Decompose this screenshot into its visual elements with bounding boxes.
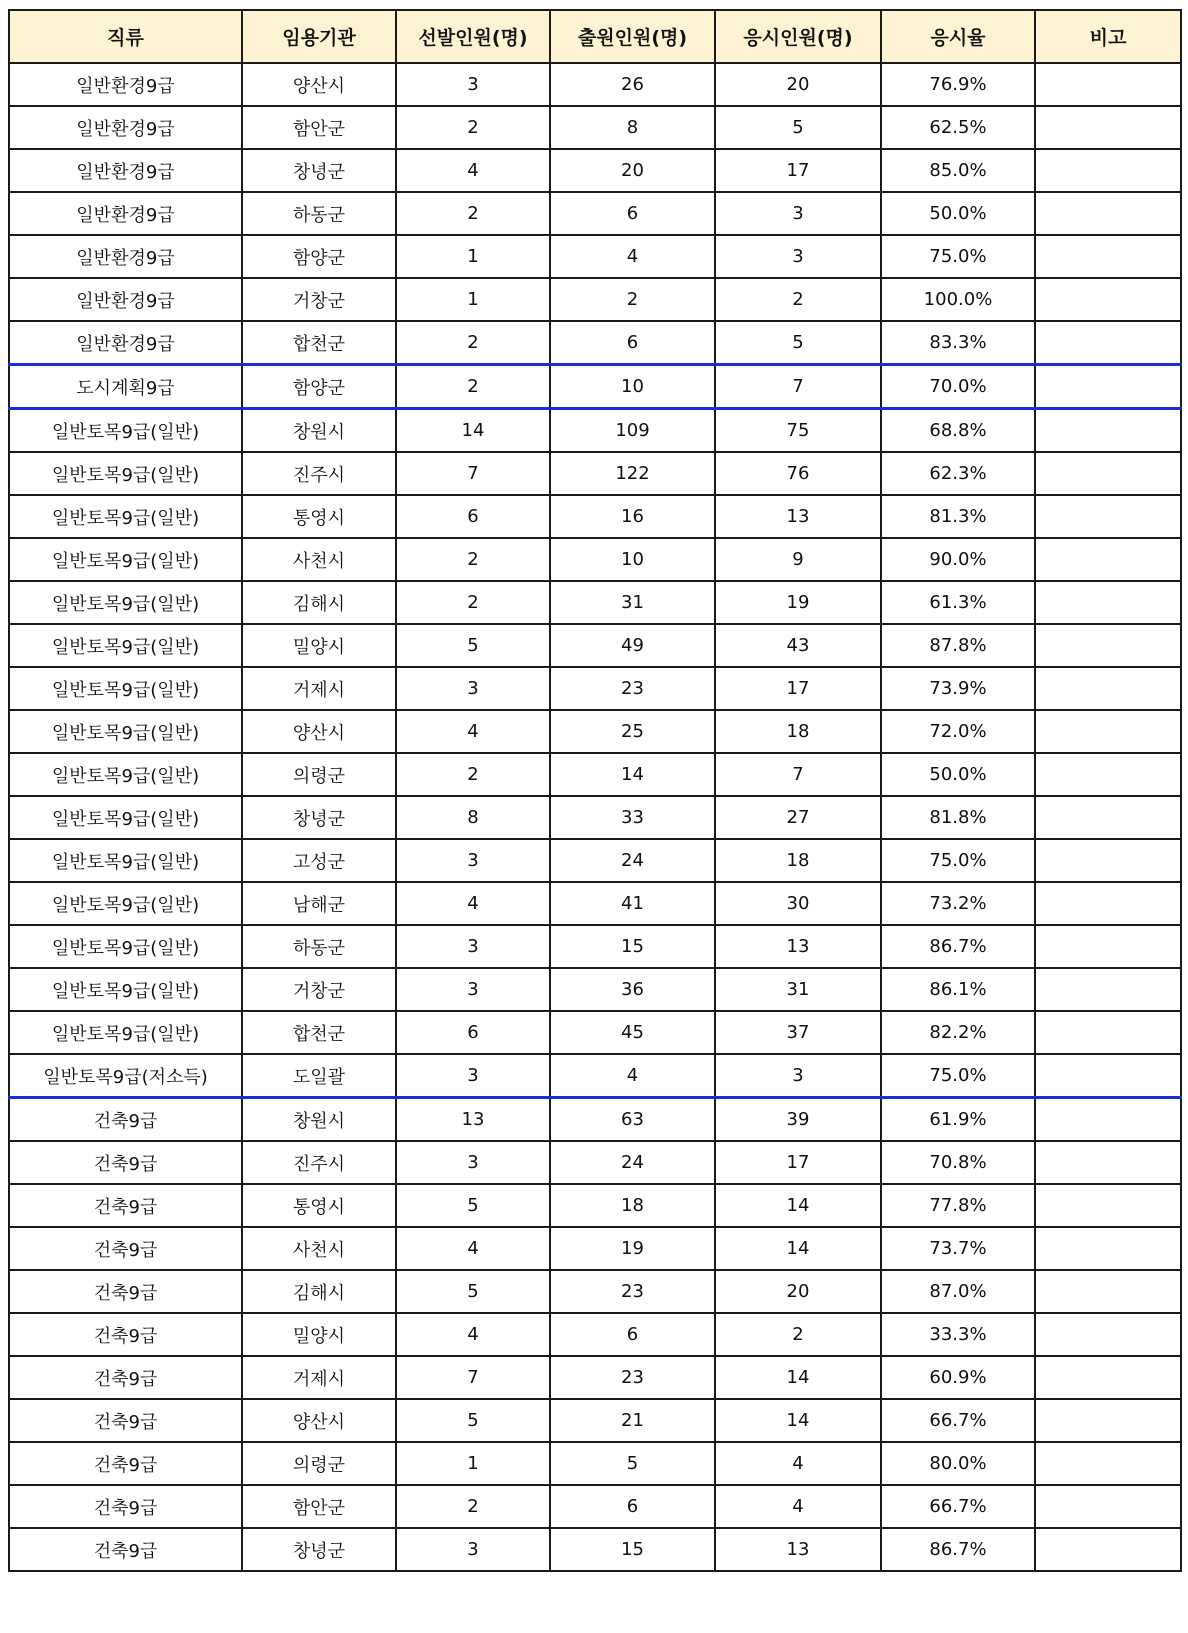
table-row (9, 624, 1181, 667)
cell-tested-count: 19 (715, 581, 881, 624)
cell-note (1035, 235, 1181, 278)
cell-applied-count: 21 (550, 1399, 715, 1442)
cell-job-type: 건축9급 (9, 1227, 242, 1270)
table-row (9, 1399, 1181, 1442)
cell-test-rate: 70.0% (881, 365, 1035, 409)
cell-selected-count: 1 (396, 1442, 550, 1485)
cell-test-rate: 61.9% (881, 1098, 1035, 1142)
cell-job-type: 일반토목9급(일반) (9, 925, 242, 968)
cell-job-type: 일반환경9급 (9, 63, 242, 106)
cell-agency: 사천시 (242, 538, 396, 581)
table-row (9, 882, 1181, 925)
cell-selected-count: 2 (396, 1485, 550, 1528)
table-row (9, 1270, 1181, 1313)
cell-note (1035, 106, 1181, 149)
cell-agency: 거제시 (242, 667, 396, 710)
cell-job-type: 일반환경9급 (9, 278, 242, 321)
cell-tested-count: 5 (715, 106, 881, 149)
cell-test-rate: 87.8% (881, 624, 1035, 667)
header-note: 비고 (1035, 10, 1181, 63)
cell-test-rate: 85.0% (881, 149, 1035, 192)
header-tested-count: 응시인원(명) (715, 10, 881, 63)
table-row (9, 278, 1181, 321)
cell-applied-count: 18 (550, 1184, 715, 1227)
cell-test-rate: 86.1% (881, 968, 1035, 1011)
cell-note (1035, 710, 1181, 753)
cell-job-type: 일반토목9급(일반) (9, 581, 242, 624)
cell-agency: 의령군 (242, 1442, 396, 1485)
cell-note (1035, 1054, 1181, 1098)
cell-note (1035, 925, 1181, 968)
cell-selected-count: 1 (396, 235, 550, 278)
cell-tested-count: 17 (715, 667, 881, 710)
cell-job-type: 일반토목9급(일반) (9, 624, 242, 667)
table-row (9, 1442, 1181, 1485)
cell-test-rate: 68.8% (881, 409, 1035, 453)
cell-tested-count: 18 (715, 839, 881, 882)
cell-selected-count: 4 (396, 1313, 550, 1356)
cell-selected-count: 5 (396, 1399, 550, 1442)
cell-agency: 사천시 (242, 1227, 396, 1270)
cell-applied-count: 14 (550, 753, 715, 796)
cell-test-rate: 82.2% (881, 1011, 1035, 1054)
cell-agency: 김해시 (242, 581, 396, 624)
cell-agency: 진주시 (242, 452, 396, 495)
cell-applied-count: 23 (550, 667, 715, 710)
cell-applied-count: 23 (550, 1270, 715, 1313)
cell-applied-count: 25 (550, 710, 715, 753)
cell-applied-count: 6 (550, 192, 715, 235)
table-row (9, 538, 1181, 581)
cell-agency: 남해군 (242, 882, 396, 925)
cell-agency: 창녕군 (242, 149, 396, 192)
cell-test-rate: 75.0% (881, 1054, 1035, 1098)
cell-note (1035, 1098, 1181, 1142)
cell-tested-count: 3 (715, 1054, 881, 1098)
cell-agency: 거창군 (242, 968, 396, 1011)
cell-job-type: 일반환경9급 (9, 235, 242, 278)
cell-test-rate: 66.7% (881, 1399, 1035, 1442)
cell-tested-count: 39 (715, 1098, 881, 1142)
cell-selected-count: 14 (396, 409, 550, 453)
cell-selected-count: 3 (396, 63, 550, 106)
cell-agency: 하동군 (242, 925, 396, 968)
cell-selected-count: 7 (396, 1356, 550, 1399)
cell-test-rate: 62.5% (881, 106, 1035, 149)
cell-note (1035, 1270, 1181, 1313)
cell-note (1035, 753, 1181, 796)
cell-tested-count: 4 (715, 1485, 881, 1528)
table-row (9, 710, 1181, 753)
cell-applied-count: 36 (550, 968, 715, 1011)
cell-note (1035, 882, 1181, 925)
cell-applied-count: 24 (550, 839, 715, 882)
table-row (9, 1054, 1181, 1098)
cell-note (1035, 365, 1181, 409)
table-row (9, 1011, 1181, 1054)
cell-agency: 진주시 (242, 1141, 396, 1184)
cell-job-type: 일반토목9급(일반) (9, 452, 242, 495)
cell-selected-count: 4 (396, 1227, 550, 1270)
table-row (9, 1227, 1181, 1270)
cell-selected-count: 13 (396, 1098, 550, 1142)
cell-tested-count: 13 (715, 495, 881, 538)
cell-job-type: 일반토목9급(일반) (9, 796, 242, 839)
cell-selected-count: 5 (396, 624, 550, 667)
cell-note (1035, 1399, 1181, 1442)
cell-test-rate: 87.0% (881, 1270, 1035, 1313)
cell-test-rate: 86.7% (881, 925, 1035, 968)
table-row (9, 1485, 1181, 1528)
cell-tested-count: 17 (715, 149, 881, 192)
cell-agency: 창원시 (242, 1098, 396, 1142)
cell-selected-count: 3 (396, 925, 550, 968)
cell-job-type: 일반환경9급 (9, 321, 242, 365)
cell-applied-count: 33 (550, 796, 715, 839)
cell-selected-count: 8 (396, 796, 550, 839)
table-row (9, 365, 1181, 409)
cell-test-rate: 100.0% (881, 278, 1035, 321)
cell-selected-count: 5 (396, 1270, 550, 1313)
cell-note (1035, 192, 1181, 235)
cell-tested-count: 13 (715, 1528, 881, 1571)
table-row (9, 753, 1181, 796)
cell-agency: 거제시 (242, 1356, 396, 1399)
cell-job-type: 일반환경9급 (9, 106, 242, 149)
cell-job-type: 일반토목9급(일반) (9, 710, 242, 753)
table-row (9, 1313, 1181, 1356)
cell-note (1035, 968, 1181, 1011)
recruitment-sheet (8, 9, 1182, 1572)
cell-test-rate: 61.3% (881, 581, 1035, 624)
cell-tested-count: 14 (715, 1227, 881, 1270)
cell-agency: 함양군 (242, 365, 396, 409)
cell-selected-count: 3 (396, 1141, 550, 1184)
cell-note (1035, 1485, 1181, 1528)
cell-agency: 창녕군 (242, 796, 396, 839)
cell-applied-count: 31 (550, 581, 715, 624)
cell-tested-count: 37 (715, 1011, 881, 1054)
cell-applied-count: 6 (550, 1485, 715, 1528)
cell-applied-count: 23 (550, 1356, 715, 1399)
table-row (9, 667, 1181, 710)
cell-tested-count: 5 (715, 321, 881, 365)
cell-agency: 양산시 (242, 63, 396, 106)
cell-note (1035, 321, 1181, 365)
table-row (9, 321, 1181, 365)
cell-agency: 도일괄 (242, 1054, 396, 1098)
table-row (9, 1528, 1181, 1571)
cell-note (1035, 409, 1181, 453)
cell-tested-count: 30 (715, 882, 881, 925)
cell-agency: 함양군 (242, 235, 396, 278)
cell-tested-count: 31 (715, 968, 881, 1011)
cell-test-rate: 50.0% (881, 753, 1035, 796)
header-job-type: 직류 (9, 10, 242, 63)
cell-note (1035, 1528, 1181, 1571)
cell-selected-count: 2 (396, 753, 550, 796)
cell-agency: 하동군 (242, 192, 396, 235)
cell-job-type: 건축9급 (9, 1442, 242, 1485)
cell-tested-count: 9 (715, 538, 881, 581)
cell-job-type: 건축9급 (9, 1528, 242, 1571)
cell-tested-count: 14 (715, 1399, 881, 1442)
cell-job-type: 일반환경9급 (9, 149, 242, 192)
cell-applied-count: 6 (550, 321, 715, 365)
cell-tested-count: 75 (715, 409, 881, 453)
cell-note (1035, 796, 1181, 839)
cell-applied-count: 10 (550, 538, 715, 581)
cell-agency: 밀양시 (242, 1313, 396, 1356)
cell-applied-count: 6 (550, 1313, 715, 1356)
cell-note (1035, 538, 1181, 581)
cell-tested-count: 20 (715, 1270, 881, 1313)
cell-tested-count: 17 (715, 1141, 881, 1184)
cell-job-type: 도시계획9급 (9, 365, 242, 409)
table-row (9, 1184, 1181, 1227)
cell-job-type: 건축9급 (9, 1313, 242, 1356)
cell-test-rate: 81.3% (881, 495, 1035, 538)
cell-applied-count: 20 (550, 149, 715, 192)
header-applied-count: 출원인원(명) (550, 10, 715, 63)
cell-test-rate: 72.0% (881, 710, 1035, 753)
cell-job-type: 일반토목9급(일반) (9, 538, 242, 581)
cell-job-type: 건축9급 (9, 1356, 242, 1399)
cell-job-type: 일반토목9급(저소득) (9, 1054, 242, 1098)
cell-selected-count: 2 (396, 538, 550, 581)
cell-agency: 함안군 (242, 106, 396, 149)
table-row (9, 495, 1181, 538)
cell-test-rate: 80.0% (881, 1442, 1035, 1485)
cell-tested-count: 13 (715, 925, 881, 968)
cell-test-rate: 60.9% (881, 1356, 1035, 1399)
cell-applied-count: 41 (550, 882, 715, 925)
cell-note (1035, 149, 1181, 192)
table-row (9, 925, 1181, 968)
cell-note (1035, 839, 1181, 882)
table-row (9, 192, 1181, 235)
cell-test-rate: 62.3% (881, 452, 1035, 495)
cell-agency: 합천군 (242, 321, 396, 365)
cell-note (1035, 1313, 1181, 1356)
cell-note (1035, 581, 1181, 624)
table-body (9, 63, 1181, 1571)
cell-note (1035, 1184, 1181, 1227)
cell-tested-count: 76 (715, 452, 881, 495)
cell-tested-count: 3 (715, 192, 881, 235)
cell-selected-count: 4 (396, 149, 550, 192)
applicant-statistics-table (8, 9, 1182, 1572)
cell-agency: 통영시 (242, 1184, 396, 1227)
cell-selected-count: 1 (396, 278, 550, 321)
header-row (9, 10, 1181, 63)
cell-note (1035, 1356, 1181, 1399)
cell-applied-count: 4 (550, 1054, 715, 1098)
cell-selected-count: 6 (396, 1011, 550, 1054)
cell-applied-count: 8 (550, 106, 715, 149)
cell-note (1035, 278, 1181, 321)
cell-applied-count: 19 (550, 1227, 715, 1270)
cell-agency: 의령군 (242, 753, 396, 796)
cell-note (1035, 624, 1181, 667)
cell-job-type: 일반토목9급(일반) (9, 882, 242, 925)
cell-test-rate: 81.8% (881, 796, 1035, 839)
cell-note (1035, 1227, 1181, 1270)
cell-selected-count: 3 (396, 968, 550, 1011)
cell-selected-count: 6 (396, 495, 550, 538)
cell-note (1035, 1141, 1181, 1184)
cell-tested-count: 2 (715, 278, 881, 321)
cell-note (1035, 1011, 1181, 1054)
cell-test-rate: 75.0% (881, 235, 1035, 278)
cell-tested-count: 27 (715, 796, 881, 839)
cell-selected-count: 3 (396, 667, 550, 710)
table-row (9, 581, 1181, 624)
cell-agency: 통영시 (242, 495, 396, 538)
cell-selected-count: 2 (396, 581, 550, 624)
cell-job-type: 일반환경9급 (9, 192, 242, 235)
cell-test-rate: 83.3% (881, 321, 1035, 365)
cell-tested-count: 2 (715, 1313, 881, 1356)
cell-applied-count: 49 (550, 624, 715, 667)
cell-applied-count: 5 (550, 1442, 715, 1485)
cell-job-type: 건축9급 (9, 1399, 242, 1442)
cell-applied-count: 15 (550, 925, 715, 968)
cell-test-rate: 73.2% (881, 882, 1035, 925)
cell-applied-count: 15 (550, 1528, 715, 1571)
cell-agency: 양산시 (242, 710, 396, 753)
cell-test-rate: 76.9% (881, 63, 1035, 106)
cell-selected-count: 3 (396, 1054, 550, 1098)
cell-note (1035, 452, 1181, 495)
cell-tested-count: 7 (715, 365, 881, 409)
cell-selected-count: 5 (396, 1184, 550, 1227)
table-row (9, 106, 1181, 149)
table-row (9, 1098, 1181, 1142)
cell-agency: 밀양시 (242, 624, 396, 667)
cell-test-rate: 50.0% (881, 192, 1035, 235)
cell-tested-count: 18 (715, 710, 881, 753)
cell-test-rate: 86.7% (881, 1528, 1035, 1571)
cell-applied-count: 122 (550, 452, 715, 495)
cell-test-rate: 90.0% (881, 538, 1035, 581)
cell-tested-count: 20 (715, 63, 881, 106)
table-row (9, 409, 1181, 453)
cell-job-type: 일반토목9급(일반) (9, 667, 242, 710)
cell-agency: 거창군 (242, 278, 396, 321)
cell-applied-count: 24 (550, 1141, 715, 1184)
cell-test-rate: 73.9% (881, 667, 1035, 710)
table-row (9, 839, 1181, 882)
cell-test-rate: 70.8% (881, 1141, 1035, 1184)
cell-agency: 창원시 (242, 409, 396, 453)
cell-test-rate: 33.3% (881, 1313, 1035, 1356)
table-row (9, 452, 1181, 495)
cell-selected-count: 2 (396, 106, 550, 149)
cell-selected-count: 3 (396, 839, 550, 882)
cell-job-type: 건축9급 (9, 1270, 242, 1313)
cell-job-type: 일반토목9급(일반) (9, 409, 242, 453)
cell-job-type: 건축9급 (9, 1141, 242, 1184)
cell-agency: 고성군 (242, 839, 396, 882)
cell-job-type: 일반토목9급(일반) (9, 753, 242, 796)
cell-applied-count: 45 (550, 1011, 715, 1054)
cell-job-type: 일반토목9급(일반) (9, 1011, 242, 1054)
cell-applied-count: 16 (550, 495, 715, 538)
table-row (9, 968, 1181, 1011)
cell-job-type: 건축9급 (9, 1098, 242, 1142)
cell-selected-count: 4 (396, 710, 550, 753)
cell-tested-count: 14 (715, 1356, 881, 1399)
cell-tested-count: 3 (715, 235, 881, 278)
cell-applied-count: 26 (550, 63, 715, 106)
table-row (9, 149, 1181, 192)
table-row (9, 235, 1181, 278)
cell-job-type: 일반토목9급(일반) (9, 839, 242, 882)
cell-agency: 창녕군 (242, 1528, 396, 1571)
table-row (9, 796, 1181, 839)
cell-job-type: 일반토목9급(일반) (9, 968, 242, 1011)
header-agency: 임용기관 (242, 10, 396, 63)
cell-job-type: 건축9급 (9, 1485, 242, 1528)
cell-applied-count: 63 (550, 1098, 715, 1142)
cell-selected-count: 3 (396, 1528, 550, 1571)
cell-applied-count: 4 (550, 235, 715, 278)
cell-job-type: 건축9급 (9, 1184, 242, 1227)
cell-selected-count: 7 (396, 452, 550, 495)
cell-test-rate: 75.0% (881, 839, 1035, 882)
cell-test-rate: 66.7% (881, 1485, 1035, 1528)
cell-job-type: 일반토목9급(일반) (9, 495, 242, 538)
cell-selected-count: 2 (396, 192, 550, 235)
table-row (9, 63, 1181, 106)
table-row (9, 1356, 1181, 1399)
cell-selected-count: 2 (396, 321, 550, 365)
cell-selected-count: 2 (396, 365, 550, 409)
cell-note (1035, 495, 1181, 538)
cell-applied-count: 109 (550, 409, 715, 453)
cell-agency: 함안군 (242, 1485, 396, 1528)
cell-applied-count: 2 (550, 278, 715, 321)
cell-test-rate: 73.7% (881, 1227, 1035, 1270)
table-header (9, 10, 1181, 63)
cell-agency: 합천군 (242, 1011, 396, 1054)
cell-tested-count: 4 (715, 1442, 881, 1485)
cell-tested-count: 14 (715, 1184, 881, 1227)
header-test-rate: 응시율 (881, 10, 1035, 63)
cell-note (1035, 1442, 1181, 1485)
cell-tested-count: 43 (715, 624, 881, 667)
cell-note (1035, 63, 1181, 106)
cell-test-rate: 77.8% (881, 1184, 1035, 1227)
cell-selected-count: 4 (396, 882, 550, 925)
cell-tested-count: 7 (715, 753, 881, 796)
cell-note (1035, 667, 1181, 710)
cell-agency: 양산시 (242, 1399, 396, 1442)
cell-agency: 김해시 (242, 1270, 396, 1313)
header-selected-count: 선발인원(명) (396, 10, 550, 63)
cell-applied-count: 10 (550, 365, 715, 409)
table-row (9, 1141, 1181, 1184)
